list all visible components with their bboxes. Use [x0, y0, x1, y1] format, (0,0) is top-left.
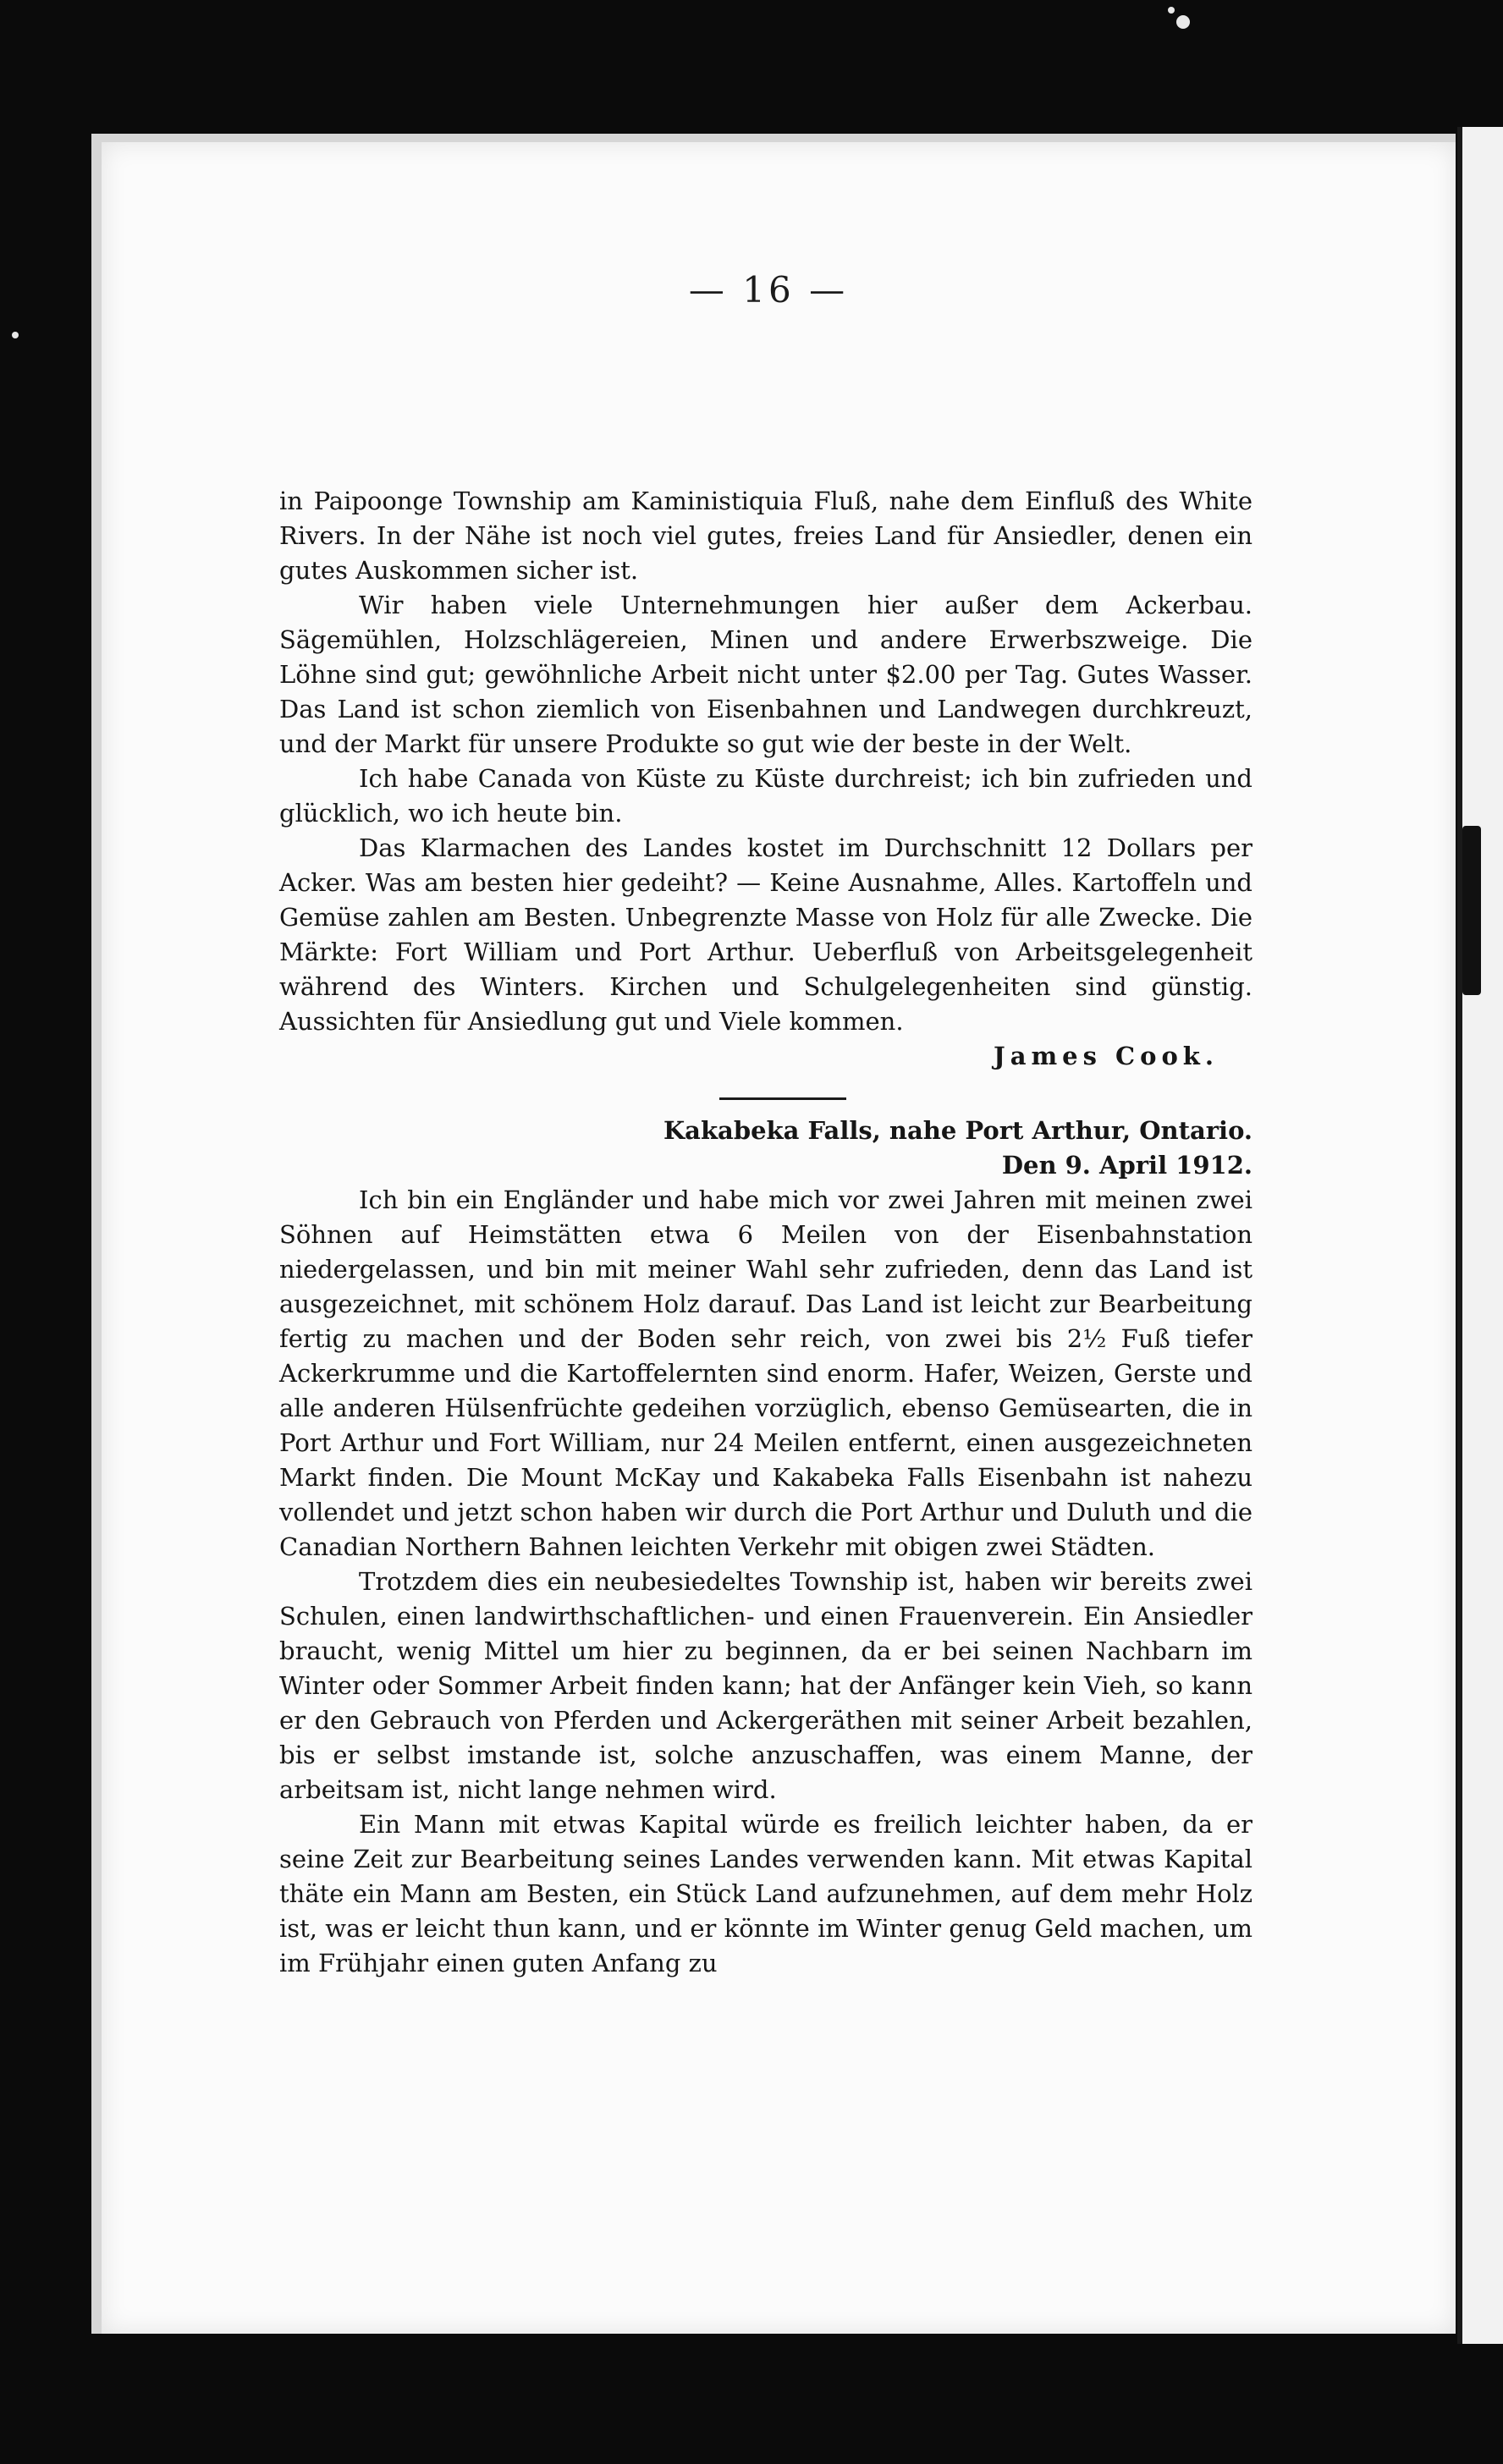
body-text	[279, 484, 1252, 1981]
paragraph: in Paipoonge Township am Kaministiquia Fluß, nahe dem Einfluß des White Rivers. In der Nähe ist noch viel gutes, freies Land für Ansiedler, denen ein gutes Auskommen sicher ist.	[279, 487, 1252, 585]
binding-mark	[1462, 826, 1481, 995]
paragraph: Ich bin ein Engländer und habe mich vor zwei Jahren mit meinen zwei Söhnen auf Heimstätten etwa 6 Meilen von der Eisenbahnstation niedergelassen, und bin mit meiner Wahl sehr zufrieden, denn das Land ist ausgezeichnet, mit schönem Holz darauf. Das Land ist leicht zur Bearbeitung fertig zu machen und der Boden sehr reich, von zwei bis 2½ Fuß tiefer Ackerkrumme und die Kartoffelernten sind enorm. Hafer, Weizen, Gerste und alle anderen Hülsenfrüchte gedeihen vorzüglich, ebenso Gemüsearten, die in Port Arthur und Fort William, nur 24 Meilen entfernt, einen ausgezeichneten Markt finden. Die Mount McKay und Kakabeka Falls Eisenbahn ist nahezu vollendet und jetzt schon haben wir durch die Port Arthur und Duluth und die Canadian Northern Bahnen leichten Verkehr mit obigen zwei Städten.	[279, 1185, 1252, 1561]
paragraph: Ein Mann mit etwas Kapital würde es freilich leichter haben, da er seine Zeit zur Bearbeitung seines Landes verwenden kann. Mit etwas Kapital thäte ein Mann am Besten, ein Stück Land aufzunehmen, auf dem mehr Holz ist, was er leicht thun kann, und er könnte im Winter genug Geld machen, um im Frühjahr einen guten Anfang zu	[279, 1810, 1252, 1977]
scan-speck	[1176, 15, 1190, 29]
page-number: — 16 —	[688, 269, 849, 311]
next-page-edge	[1457, 127, 1503, 2344]
signature: James Cook.	[993, 1042, 1219, 1070]
paragraph: Ich habe Canada von Küste zu Küste durchreist; ich bin zufrieden und glücklich, wo ich heute bin.	[279, 764, 1252, 828]
letter-date: Den 9. April 1912.	[1001, 1151, 1252, 1180]
paragraph: Das Klarmachen des Landes kostet im Durchschnitt 12 Dollars per Acker. Was am besten hier gedeiht? — Keine Ausnahme, Alles. Kartoffeln und Gemüse zahlen am Besten. Unbegrenzte Masse von Holz für alle Zwecke. Die Märkte: Fort William und Port Arthur. Ueberfluß von Arbeitsgelegenheit während des Winters. Kirchen und Schulgelegenheiten sind günstig. Aussichten für Ansiedlung gut und Viele kommen.	[279, 833, 1252, 1036]
letter-place: Kakabeka Falls, nahe Port Arthur, Ontario.	[663, 1116, 1252, 1145]
paragraph: Wir haben viele Unternehmungen hier außer dem Ackerbau. Sägemühlen, Holzschlägereien, Minen und andere Erwerbszweige. Die Löhne sind gut; gewöhnliche Arbeit nicht unter $2.00 per Tag. Gutes Wasser. Das Land ist schon ziemlich von Eisenbahnen und Landwegen durchkreuzt, und der Markt für unsere Produkte so gut wie der beste in der Welt.	[279, 591, 1252, 758]
scan-speck	[12, 332, 19, 338]
section-separator	[719, 1097, 846, 1100]
scan-speck	[1168, 7, 1175, 14]
paragraph: Trotzdem dies ein neubesiedeltes Township ist, haben wir bereits zwei Schulen, einen landwirthschaftlichen- und einen Frauenverein. Ein Ansiedler braucht, wenig Mittel um hier zu beginnen, da er bei seinen Nachbarn im Winter oder Sommer Arbeit finden kann; hat der Anfänger kein Vieh, so kann er den Gebrauch von Pferden und Ackergeräthen mit seiner Arbeit bezahlen, bis er selbst imstande ist, solche anzuschaffen, was einem Manne, der arbeitsam ist, nicht lange nehmen wird.	[279, 1567, 1252, 1804]
